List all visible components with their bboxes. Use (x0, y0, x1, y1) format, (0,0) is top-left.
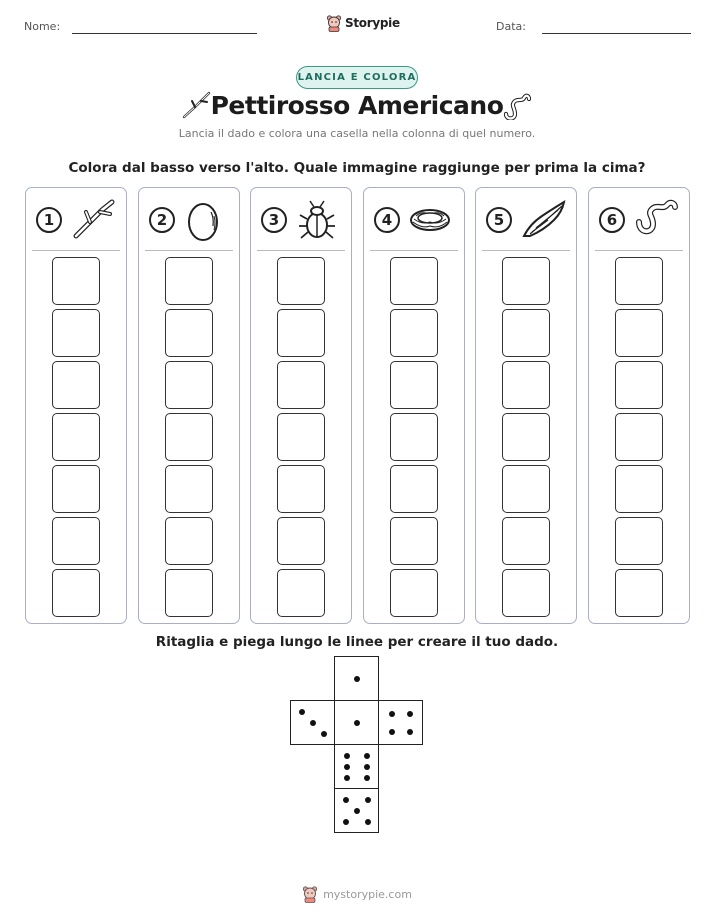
die-pip (389, 711, 395, 717)
column-number: 5 (486, 207, 512, 233)
die-face-1 (334, 656, 379, 701)
date-label: Data: (496, 20, 526, 33)
die-pip (354, 676, 360, 682)
die-pip (364, 753, 370, 759)
die-pip (365, 797, 371, 803)
color-cell[interactable] (52, 413, 100, 461)
coloring-instruction: Colora dal basso verso l'alto. Quale immagine raggiunge per prima la cima? (68, 160, 646, 176)
color-cell[interactable] (277, 569, 325, 617)
color-cell[interactable] (277, 309, 325, 357)
die-face-4 (378, 700, 423, 745)
column-4 (363, 187, 465, 624)
die-pip (343, 797, 349, 803)
page-title: Pettirosso Americano (210, 91, 504, 120)
color-cell[interactable] (502, 361, 550, 409)
color-cell[interactable] (502, 569, 550, 617)
column-number: 2 (149, 207, 175, 233)
color-cell[interactable] (390, 569, 438, 617)
wing-icon (520, 198, 568, 242)
color-cell[interactable] (165, 361, 213, 409)
die-face-5 (334, 788, 379, 833)
bear-logo-icon (302, 885, 318, 903)
die-pip (321, 731, 327, 737)
color-cell[interactable] (615, 413, 663, 461)
color-cell[interactable] (52, 517, 100, 565)
date-line (542, 33, 691, 34)
name-line (72, 33, 257, 34)
color-cell[interactable] (165, 413, 213, 461)
color-cell[interactable] (615, 257, 663, 305)
die-pip (407, 729, 413, 735)
footer (0, 885, 714, 903)
column-number: 4 (374, 207, 400, 233)
color-cell[interactable] (277, 517, 325, 565)
column-number: 1 (36, 207, 62, 233)
color-cell[interactable] (502, 465, 550, 513)
die-pip (364, 775, 370, 781)
die-face-1-center (334, 700, 379, 745)
color-cell[interactable] (165, 465, 213, 513)
die-face-6 (334, 744, 379, 789)
color-cell[interactable] (52, 361, 100, 409)
die-pip (310, 720, 316, 726)
color-cell[interactable] (277, 361, 325, 409)
color-cell[interactable] (52, 257, 100, 305)
die-pip (365, 819, 371, 825)
nest-icon (408, 198, 456, 242)
worm-icon (633, 198, 681, 242)
footer-url: mystorypie.com (323, 887, 412, 901)
color-cell[interactable] (390, 517, 438, 565)
color-cell[interactable] (165, 309, 213, 357)
column-3 (250, 187, 352, 624)
color-cell[interactable] (165, 257, 213, 305)
beetle-icon (295, 198, 343, 242)
color-cell[interactable] (502, 309, 550, 357)
color-cell[interactable] (277, 413, 325, 461)
color-cell[interactable] (615, 361, 663, 409)
die-face-3 (290, 700, 335, 745)
bear-logo-icon (326, 14, 342, 32)
color-cell[interactable] (390, 361, 438, 409)
color-cell[interactable] (390, 257, 438, 305)
color-cell[interactable] (615, 517, 663, 565)
storypie-logo: Storypie (326, 13, 400, 33)
column-6 (588, 187, 690, 624)
color-cell[interactable] (390, 465, 438, 513)
page-subtitle: Lancia il dado e colora una casella nella colonna di quel numero. (178, 127, 536, 140)
die-pip (344, 753, 350, 759)
die-pip (407, 711, 413, 717)
color-cell[interactable] (502, 257, 550, 305)
color-cell[interactable] (615, 309, 663, 357)
color-cell[interactable] (165, 517, 213, 565)
cut-instruction: Ritaglia e piega lungo le linee per creare il tuo dado. (155, 634, 559, 650)
egg-icon (183, 198, 231, 242)
column-number: 3 (261, 207, 287, 233)
color-cell[interactable] (502, 517, 550, 565)
color-cell[interactable] (165, 569, 213, 617)
color-cell[interactable] (277, 465, 325, 513)
die-pip (343, 819, 349, 825)
worm-icon (502, 92, 532, 120)
die-pip (354, 808, 360, 814)
die-pip (354, 720, 360, 726)
column-2 (138, 187, 240, 624)
color-cell[interactable] (52, 569, 100, 617)
die-pip (299, 709, 305, 715)
color-cell[interactable] (390, 309, 438, 357)
twig-icon (70, 198, 118, 242)
color-cell[interactable] (390, 413, 438, 461)
color-cell[interactable] (502, 413, 550, 461)
color-cell[interactable] (52, 465, 100, 513)
color-cell[interactable] (277, 257, 325, 305)
color-cell[interactable] (615, 569, 663, 617)
die-pip (344, 764, 350, 770)
column-1 (25, 187, 127, 624)
die-pip (364, 764, 370, 770)
activity-badge: LANCIA E COLORA (296, 66, 418, 89)
column-5 (475, 187, 577, 624)
color-cell[interactable] (52, 309, 100, 357)
die-pip (344, 775, 350, 781)
name-label: Nome: (24, 20, 61, 33)
column-number: 6 (599, 207, 625, 233)
die-pip (389, 729, 395, 735)
color-cell[interactable] (615, 465, 663, 513)
